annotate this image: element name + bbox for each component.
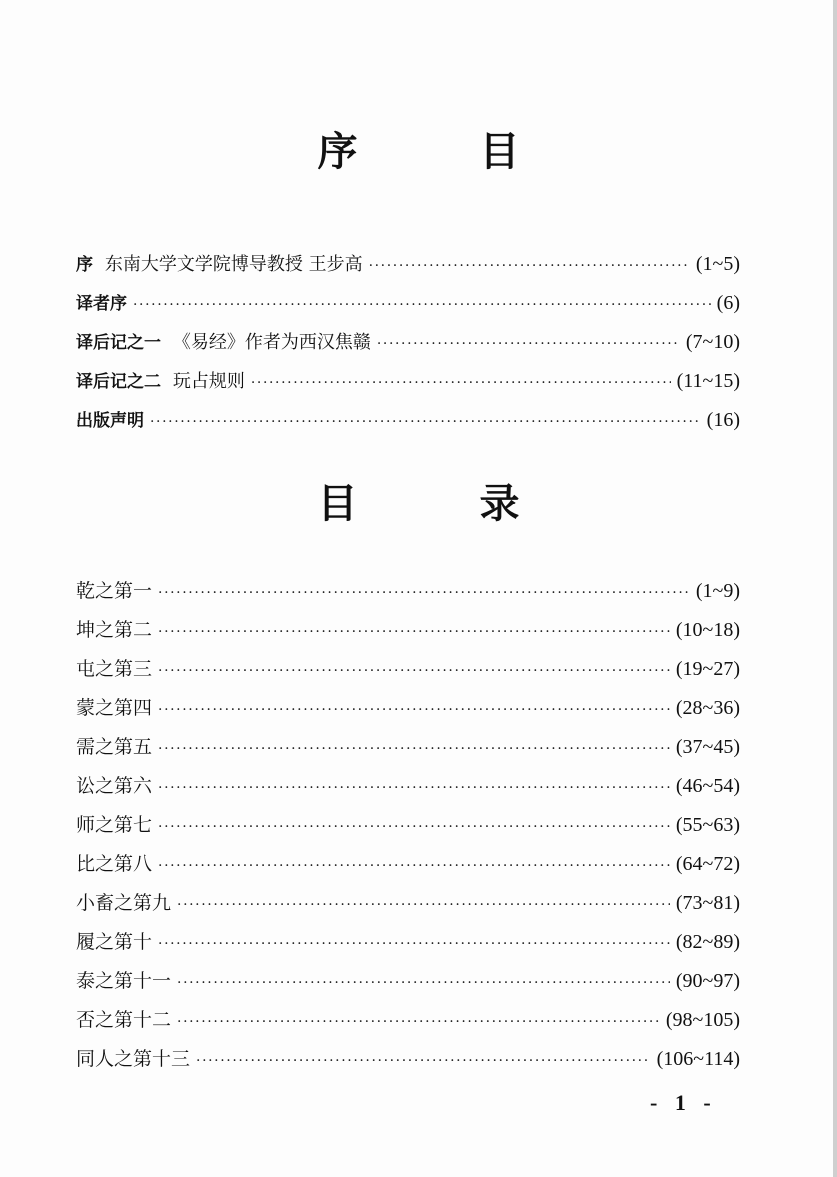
entry-pages: (28~36) — [675, 697, 740, 719]
entry-pages: (6) — [716, 292, 740, 314]
entry-label: 乾之第一 — [76, 580, 153, 602]
entry-label: 屯之第三 — [76, 658, 153, 680]
toc-entry[interactable] — [76, 1040, 740, 1079]
entry-pages: (73~81) — [675, 892, 740, 914]
toc-entry[interactable] — [76, 572, 740, 611]
entry-note: 玩占规则 — [172, 371, 245, 392]
entry-pages: (7~10) — [685, 331, 740, 353]
toc-entry[interactable] — [76, 650, 740, 689]
toc-entry[interactable] — [76, 923, 740, 962]
entry-label: 译者序 — [76, 294, 127, 314]
dot-leader — [158, 769, 670, 808]
entry-pages: (1~9) — [695, 580, 740, 602]
toc-entry[interactable] — [76, 962, 740, 1001]
entry-label: 比之第八 — [76, 853, 153, 875]
dot-leader — [158, 691, 670, 730]
dot-leader — [177, 964, 670, 1003]
dot-leader — [158, 808, 670, 847]
dot-leader — [158, 925, 670, 964]
entry-label: 讼之第六 — [76, 775, 153, 797]
dot-leader — [369, 247, 690, 286]
toc-entry[interactable] — [76, 323, 740, 362]
toc-entry[interactable] — [76, 245, 740, 284]
dot-leader — [177, 1003, 660, 1042]
dot-leader — [158, 574, 690, 613]
entry-label: 泰之第十一 — [76, 970, 172, 992]
dot-leader — [158, 652, 670, 691]
entry-pages: (82~89) — [675, 931, 740, 953]
entry-label: 需之第五 — [76, 736, 153, 758]
dot-leader — [158, 847, 670, 886]
entry-label: 译后记之一 《易经》作者为西汉焦赣 — [76, 332, 371, 353]
scan-edge-shadow — [833, 0, 837, 1177]
entry-pages: (64~72) — [675, 853, 740, 875]
toc-entry[interactable] — [76, 884, 740, 923]
entry-label: 同人之第十三 — [76, 1048, 191, 1070]
toc-entry[interactable] — [76, 806, 740, 845]
page-number: - 1 - — [650, 1090, 717, 1115]
toc-entry[interactable] — [76, 362, 740, 401]
toc-entry[interactable] — [76, 728, 740, 767]
toc-entry[interactable] — [76, 767, 740, 806]
contents-list — [76, 572, 740, 1079]
dot-leader — [158, 613, 670, 652]
entry-label: 蒙之第四 — [76, 697, 153, 719]
toc-entry[interactable] — [76, 284, 740, 323]
entry-label: 师之第七 — [76, 814, 153, 836]
entry-pages: (37~45) — [675, 736, 740, 758]
entry-pages: (10~18) — [675, 619, 740, 641]
entry-label: 小畜之第九 — [76, 892, 172, 914]
entry-pages: (106~114) — [656, 1048, 740, 1070]
toc-entry[interactable] — [76, 689, 740, 728]
entry-note: 东南大学文学院博导教授 王步高 — [104, 254, 363, 275]
dot-leader — [377, 325, 680, 364]
dot-leader — [177, 886, 670, 925]
toc-entry[interactable] — [76, 611, 740, 650]
entry-label: 履之第十 — [76, 931, 153, 953]
entry-pages: (11~15) — [676, 370, 740, 392]
toc-entry[interactable] — [76, 1001, 740, 1040]
dot-leader — [133, 286, 711, 325]
contents-heading: 目 录 — [317, 481, 574, 527]
entry-label: 否之第十二 — [76, 1009, 172, 1031]
dot-leader — [158, 730, 670, 769]
entry-label: 译后记之二 玩占规则 — [76, 371, 245, 392]
entry-pages: (90~97) — [675, 970, 740, 992]
entry-label: 出版声明 — [76, 411, 144, 431]
dot-leader — [251, 364, 671, 403]
entry-pages: (16) — [706, 409, 740, 431]
entry-note: 《易经》作者为西汉焦赣 — [172, 332, 371, 353]
toc-entry[interactable] — [76, 845, 740, 884]
entry-label: 序 东南大学文学院博导教授 王步高 — [76, 254, 363, 275]
entry-label: 坤之第二 — [76, 619, 153, 641]
dot-leader — [150, 403, 701, 442]
preface-heading: 序 目 — [317, 129, 574, 175]
entry-pages: (98~105) — [665, 1009, 740, 1031]
entry-pages: (19~27) — [675, 658, 740, 680]
entry-pages: (55~63) — [675, 814, 740, 836]
dot-leader — [196, 1042, 651, 1081]
toc-entry[interactable] — [76, 401, 740, 440]
entry-pages: (46~54) — [675, 775, 740, 797]
entry-pages: (1~5) — [695, 253, 740, 275]
preface-list — [76, 245, 740, 440]
